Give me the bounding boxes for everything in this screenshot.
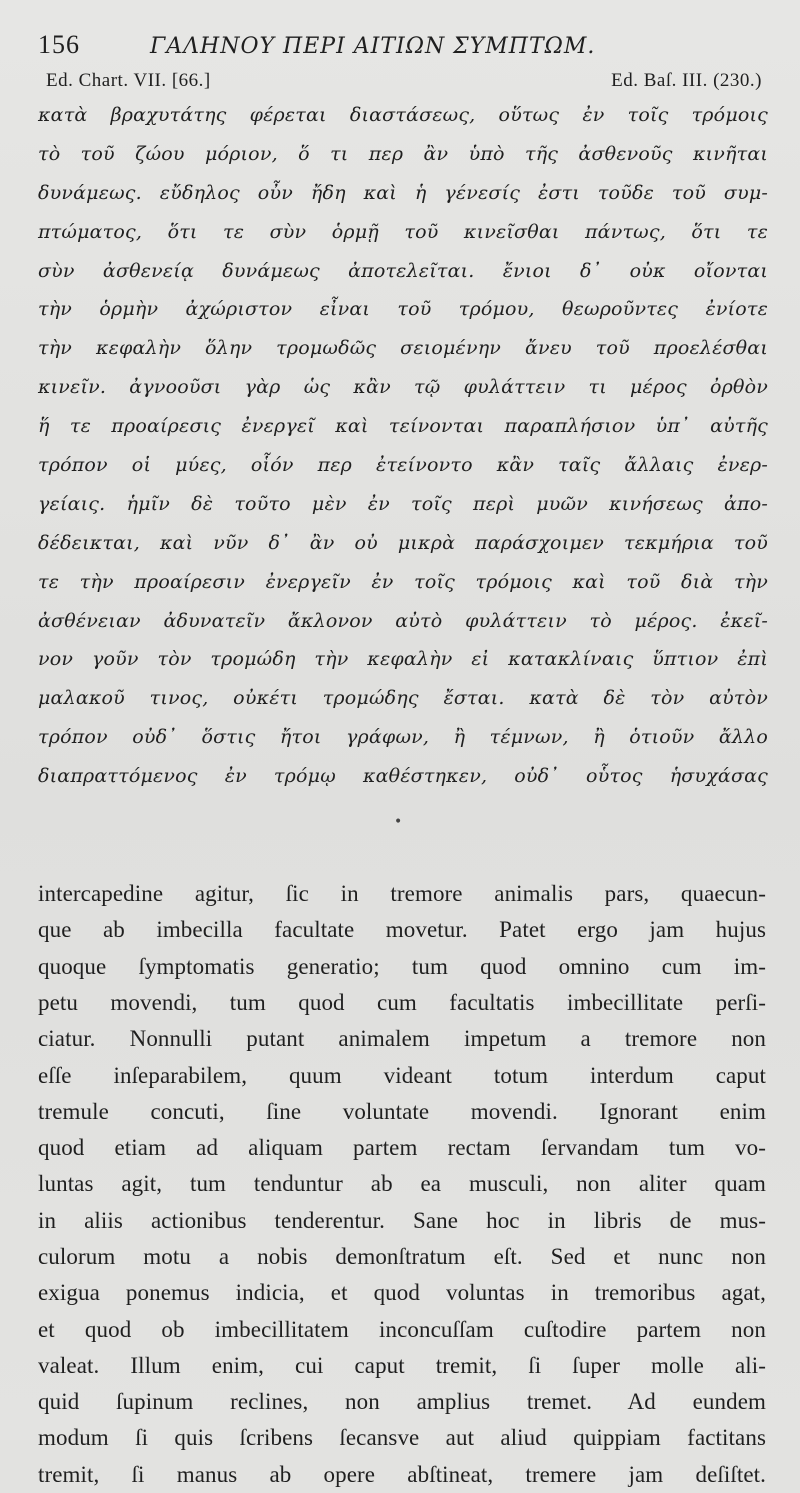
- greek-line: σὺν ἀσθενείᾳ δυνάμεως ἀποτελεῖται. ἔνιοι δ᾽ οὐκ οἴονται: [38, 259, 768, 282]
- latin-line: exigua ponemus indicia, et quod voluntas in tremoribus agat,: [38, 1280, 766, 1306]
- latin-line: intercapedine agitur, ſic in tremore animalis pars, quaecun-: [38, 881, 766, 907]
- running-title: ΓΑΛΗΝΟΥ ΠΕΡΙ ΑΙΤΙΩΝ ΣΥΜΠΤΩΜ.: [150, 34, 596, 59]
- greek-line: ἀσθένειαν ἀδυνατεῖν ἄκλονον αὐτὸ φυλάττειν τὸ μέρος. ἐκεῖ-: [38, 609, 768, 632]
- latin-line: tremule concuti, ſine voluntate movendi. Ignorant enim: [38, 1098, 766, 1124]
- latin-line: in aliis actionibus tenderentur. Sane hoc in libris de mus-: [38, 1207, 766, 1233]
- greek-line: ἥ τε προαίρεσις ἐνεργεῖ καὶ τείνονται παραπλήσιον ὑπ᾽ αὐτῆς: [38, 415, 768, 438]
- greek-line: διαπραττόμενος ἐν τρόμῳ καθέστηκεν, οὐδ᾽ οὗτος ἡσυχάσας: [38, 765, 768, 788]
- greek-line: τρόπον οὐδ᾽ ὅστις ἤτοι γράφων, ἢ τέμνων, ἢ ὁτιοῦν ἄλλο: [38, 726, 768, 749]
- greek-line: νον γοῦν τὸν τρομώδη τὴν κεφαλὴν εἰ κατακλίναις ὕπτιον ἐπὶ: [38, 648, 768, 671]
- page-number: 156: [38, 30, 80, 59]
- greek-line: τὸ τοῦ ζώου μόριον, ὅ τι περ ἂν ὑπὸ τῆς ἀσθενοῦς κινῆται: [38, 142, 768, 165]
- greek-line: τε τὴν προαίρεσιν ἐνεργεῖν ἐν τοῖς τρόμοις καὶ τοῦ διὰ τὴν: [38, 570, 768, 593]
- edition-reference-row: [46, 70, 762, 96]
- greek-line: γείαις. ἡμῖν δὲ τοῦτο μὲν ἐν τοῖς περὶ μυῶν κινήσεως ἀπο-: [38, 492, 768, 515]
- latin-line: ciatur. Nonnulli putant animalem impetum a tremore non: [38, 1026, 766, 1052]
- latin-line: quoque ſymptomatis generatio; tum quod omnino cum im-: [38, 953, 766, 979]
- greek-line: μαλακοῦ τινος, οὐκέτι τρομώδης ἔσται. κατὰ δὲ τὸν αὐτὸν: [38, 687, 768, 710]
- latin-line: quod etiam ad aliquam partem rectam ſervandam tum vo-: [38, 1135, 766, 1161]
- latin-text-block: [38, 876, 766, 1493]
- separator-dot: •: [394, 814, 403, 831]
- running-head: [38, 30, 764, 62]
- greek-text-block: [38, 96, 768, 796]
- latin-line: quid ſupinum reclines, non amplius tremet. Ad eundem: [38, 1389, 766, 1415]
- latin-line: culorum motu a nobis demonſtratum eſt. Sed et nunc non: [38, 1244, 766, 1269]
- latin-line: luntas agit, tum tenduntur ab ea musculi, non aliter quam: [38, 1171, 766, 1197]
- edition-reference-left: Ed. Chart. VII. [66.]: [46, 70, 211, 91]
- greek-line: δέδεικται, καὶ νῦν δ᾽ ἂν οὐ μικρὰ παράσχοιμεν τεκμήρια τοῦ: [38, 531, 768, 554]
- latin-line: petu movendi, tum quod cum facultatis imbecillitate perſi-: [38, 989, 766, 1015]
- latin-line: et quod ob imbecillitatem inconcuſſam cuſtodire partem non: [38, 1316, 766, 1342]
- edition-reference-right: Ed. Baſ. III. (230.): [611, 70, 762, 91]
- latin-line: que ab imbecilla facultate movetur. Patet ergo jam hujus: [38, 917, 766, 943]
- section-separator: [38, 796, 764, 866]
- latin-line: modum ſi quis ſcribens ſecansve aut aliud quippiam factitans: [38, 1425, 766, 1451]
- greek-line: τρόπον οἱ μύες, οἷόν περ ἐτείνοντο κἂν ταῖς ἄλλαις ἐνερ-: [38, 454, 768, 477]
- latin-line: eſſe inſeparabilem, quum videant totum interdum caput: [38, 1062, 766, 1088]
- greek-line: κινεῖν. ἀγνοοῦσι γὰρ ὡς κἂν τῷ φυλάττειν τι μέρος ὀρθὸν: [38, 376, 768, 399]
- latin-line: tremit, ſi manus ab opere abſtineat, tremere jam deſiſtet.: [38, 1461, 766, 1487]
- greek-line: τὴν ὁρμὴν ἀχώριστον εἶναι τοῦ τρόμου, θεωροῦντες ἐνίοτε: [38, 298, 768, 321]
- greek-line: πτώματος, ὅτι τε σὺν ὁρμῇ τοῦ κινεῖσθαι πάντως, ὅτι τε: [38, 220, 768, 243]
- greek-line: δυνάμεως. εὔδηλος οὖν ἤδη καὶ ἡ γένεσίς ἐστι τοῦδε τοῦ συμ-: [38, 181, 768, 204]
- greek-line: κατὰ βραχυτάτης φέρεται διαστάσεως, οὕτως ἐν τοῖς τρόμοις: [38, 104, 768, 126]
- greek-line: τὴν κεφαλὴν ὅλην τρομωδῶς σειομένην ἄνευ τοῦ προελέσθαι: [38, 337, 768, 360]
- latin-line: valeat. Illum enim, cui caput tremit, ſi ſuper molle ali-: [38, 1352, 766, 1378]
